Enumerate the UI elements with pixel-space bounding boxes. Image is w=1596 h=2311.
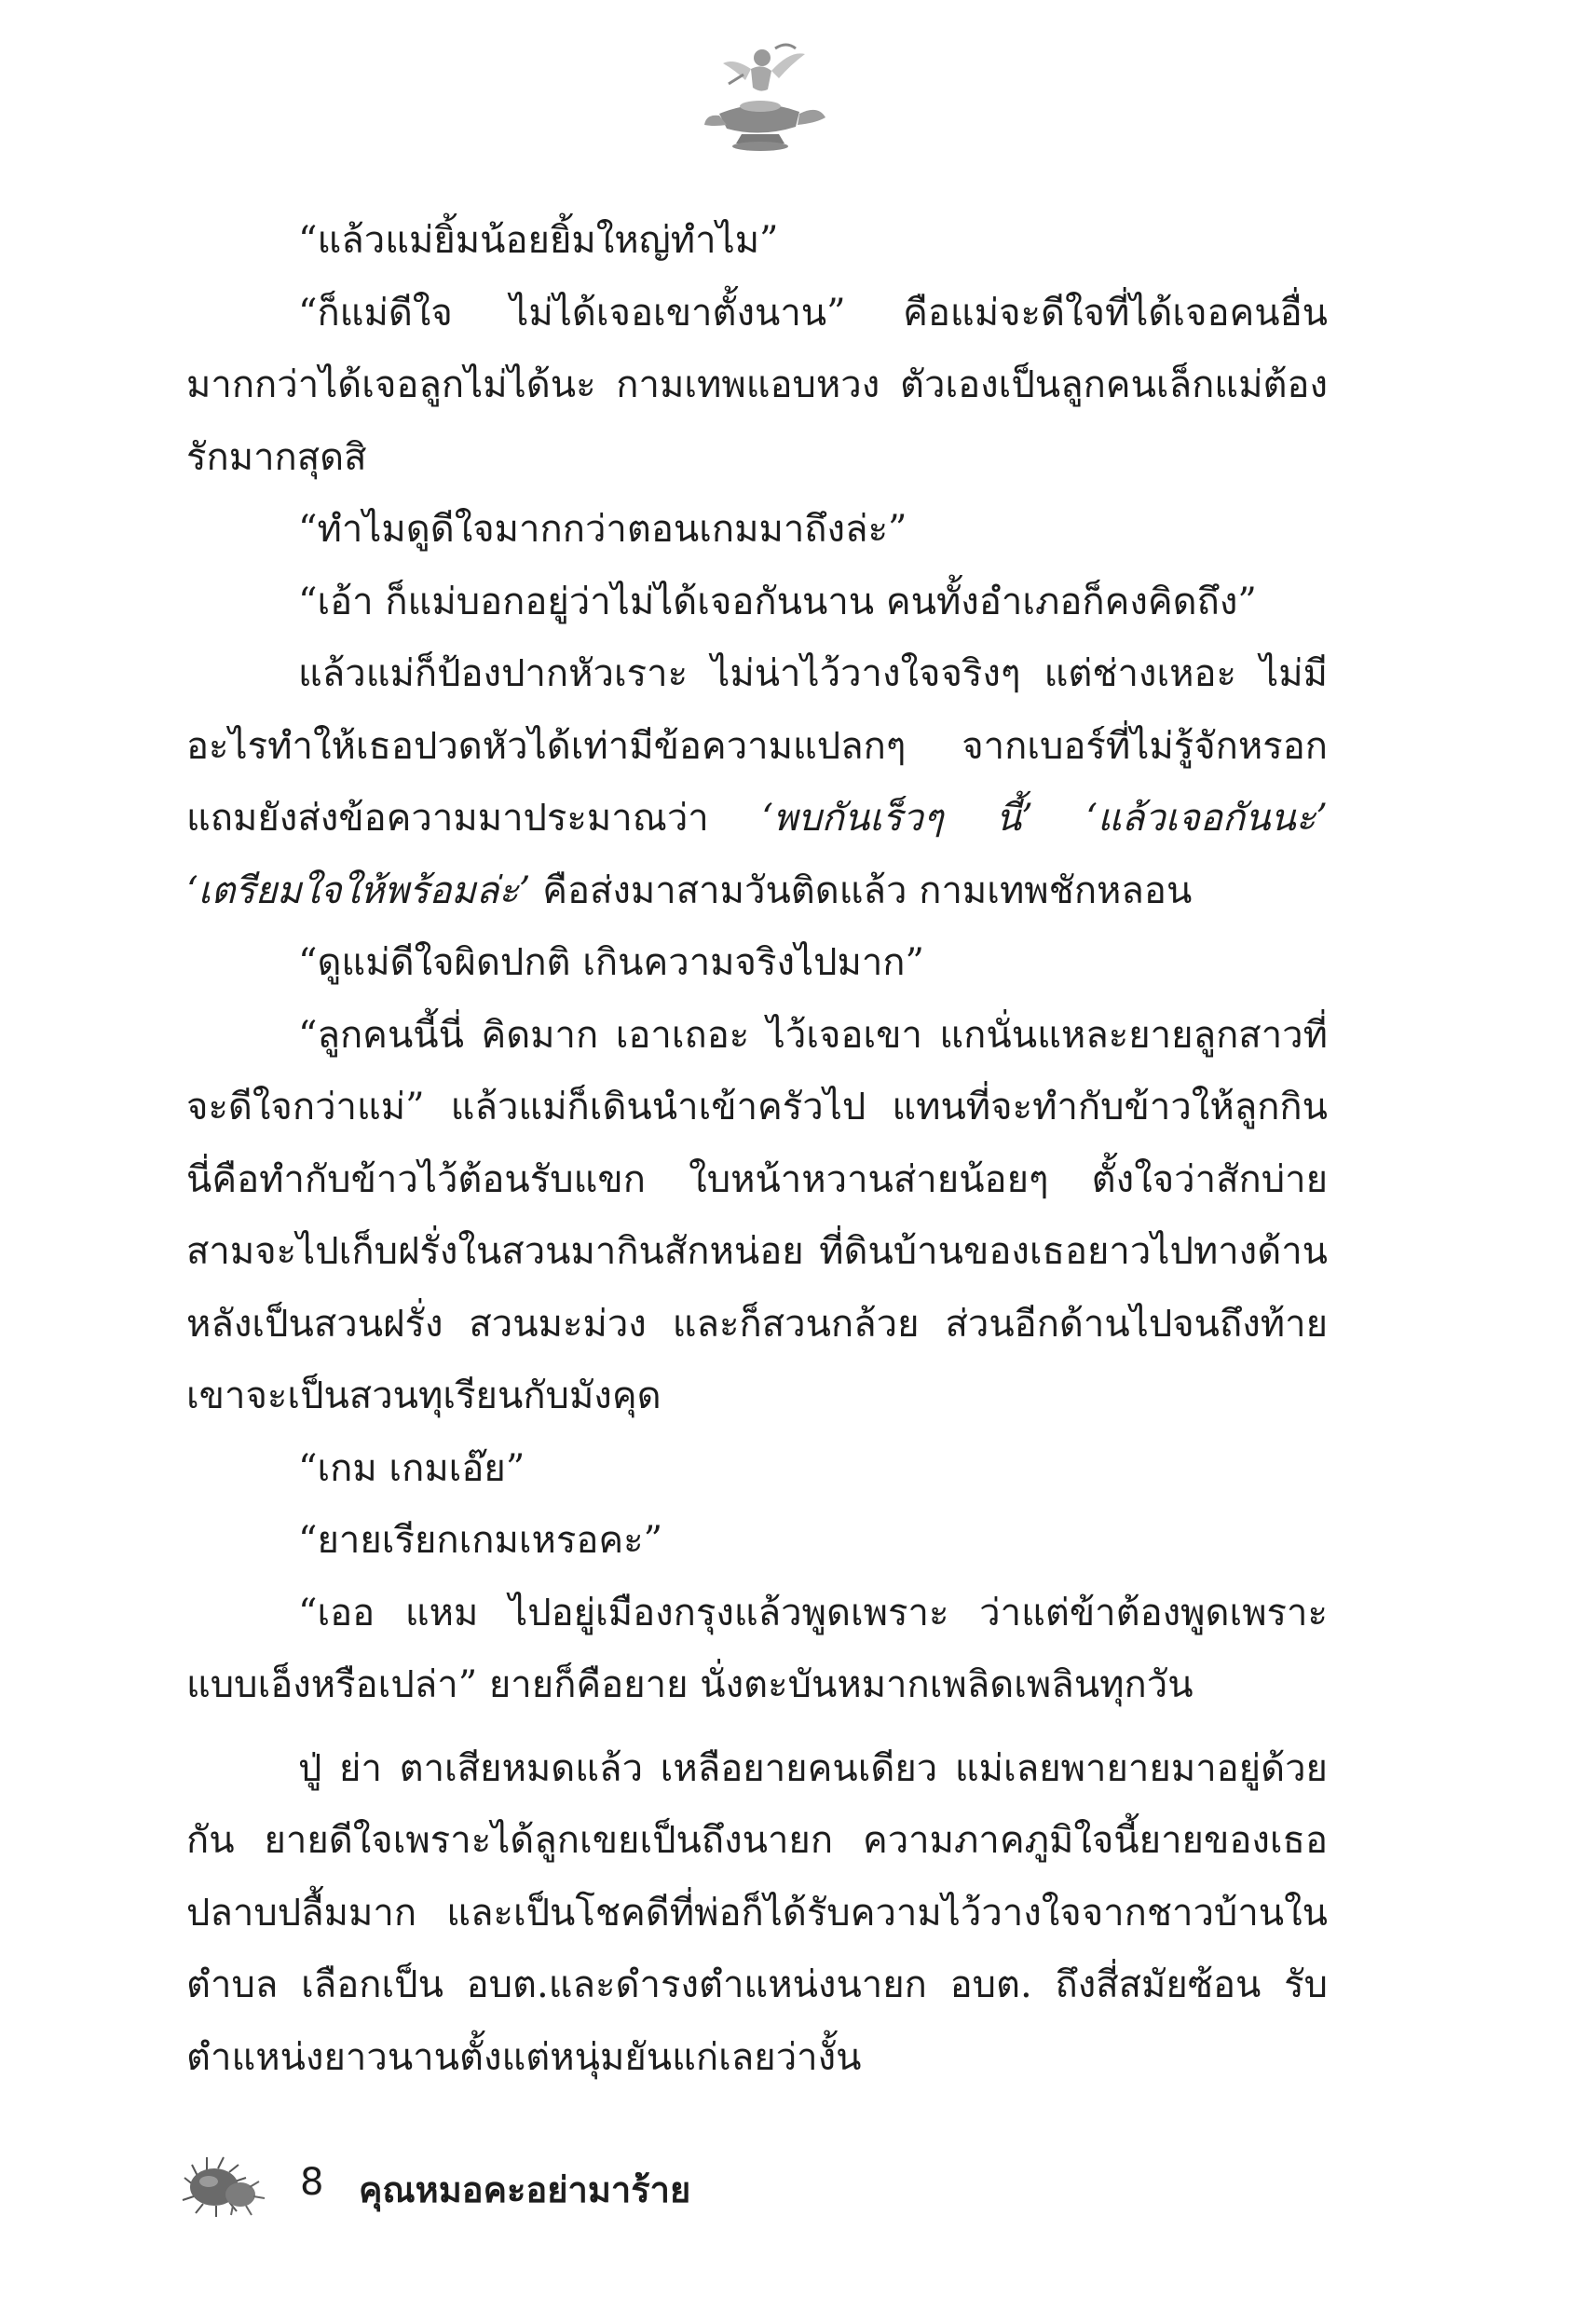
paragraph: ปู่ ย่า ตาเสียหมดแล้ว เหลือยายคนเดียว แม่เลยพายายมาอยู่ด้วยกัน ยายดีใจเพราะได้ลูกเขยเป็นถึงนายก ความภาคภูมิใจนี้ยายของเธอปลาบปลื้มมาก และเป็นโชคดีที่พ่อก็ได้รับความไว้วางใจจากชาวบ้านในตำบล เลือกเป็น อบต.และดำรงตำแหน่งนายก อบต. ถึงสี่สมัยซ้อน รับตำแหน่งยาวนานตั้งแต่หนุ่มยันแก่เลยว่างั้น — [186, 1746, 1328, 2079]
paragraph: “เอ้า ก็แม่บอกอยู่ว่าไม่ได้เจอกันนาน คนทั้งอำเภอก็คงคิดถึง” — [298, 580, 1257, 623]
paragraph-text: คือส่งมาสามวันติดแล้ว กามเทพชักหลอน — [530, 868, 1193, 912]
paragraph: “แล้วแม่ยิ้มน้อยยิ้มใหญ่ทำไม” — [298, 219, 779, 262]
paragraph: “ยายเรียกเกมเหรอคะ” — [298, 1519, 663, 1562]
story-text — [186, 205, 1328, 2094]
paragraph: “เออ แหม ไปอยู่เมืองกรุงแล้วพูดเพราะ ว่าแต่ข้าต้องพูดเพราะแบบเอ็งหรือเปล่า” ยายก็คือยาย นั่งตะบันหมากเพลิดเพลินทุกวัน — [186, 1591, 1328, 1706]
book-title: คุณหมอคะอย่ามาร้าย — [359, 2169, 691, 2210]
paragraph: “ทำไมดูดีใจมากกว่าตอนเกมมาถึงล่ะ” — [298, 508, 907, 551]
italic-sms-quote: ‘พบกันเร็วๆ นี้’ ‘แล้วเจอกันนะ’ ‘เตรียมใจให้พร้อมล่ะ’ — [186, 797, 1328, 912]
page-footer — [168, 2148, 913, 2232]
paragraph — [186, 638, 1328, 927]
page-number: 8 — [300, 2161, 324, 2204]
paragraph-text: แล้วแม่ก็ป้องปากหัวเราะ ไม่น่าไว้วางใจจริงๆ แต่ช่างเหอะ ไม่มีอะไรทำให้เธอปวดหัวได้เท่ามีข้อความแปลกๆ จากเบอร์ที่ไม่รู้จักหรอก แถมยังส่งข้อความมาประมาณว่า — [186, 652, 1328, 840]
rambutan-icon — [175, 2148, 268, 2222]
paragraph: “ดูแม่ดีใจผิดปกติ เกินความจริงไปมาก” — [298, 941, 924, 984]
paragraph: “ลูกคนนี้นี่ คิดมาก เอาเถอะ ไว้เจอเขา แกนั่นแหละยายลูกสาวที่จะดีใจกว่าแม่” แล้วแม่ก็เดินนำเข้าครัวไป แทนที่จะทำกับข้าวให้ลูกกิน นี่คือทำกับข้าวไว้ต้อนรับแขก ใบหน้าหวานส่ายน้อยๆ ตั้งใจว่าสักบ่ายสามจะไปเก็บฝรั่งในสวนมากินสักหน่อย ที่ดินบ้านของเธอยาวไปทางด้านหลังเป็นสวนฝรั่ง สวนมะม่วง และก็สวนกล้วย ส่วนอีกด้านไปจนถึงท้ายเขาจะเป็นสวนทุเรียนกับมังคุด — [186, 1013, 1328, 1417]
cupid-magic-lamp-icon — [686, 37, 835, 158]
paragraph: “เกม เกมเอ๊ย” — [298, 1446, 525, 1490]
paragraph: “ก็แม่ดีใจ ไม่ได้เจอเขาตั้งนาน” คือแม่จะดีใจที่ได้เจอคนอื่นมากกว่าได้เจอลูกไม่ได้นะ กามเทพแอบหวง ตัวเองเป็นลูกคนเล็กแม่ต้องรักมากสุดสิ — [186, 291, 1328, 479]
